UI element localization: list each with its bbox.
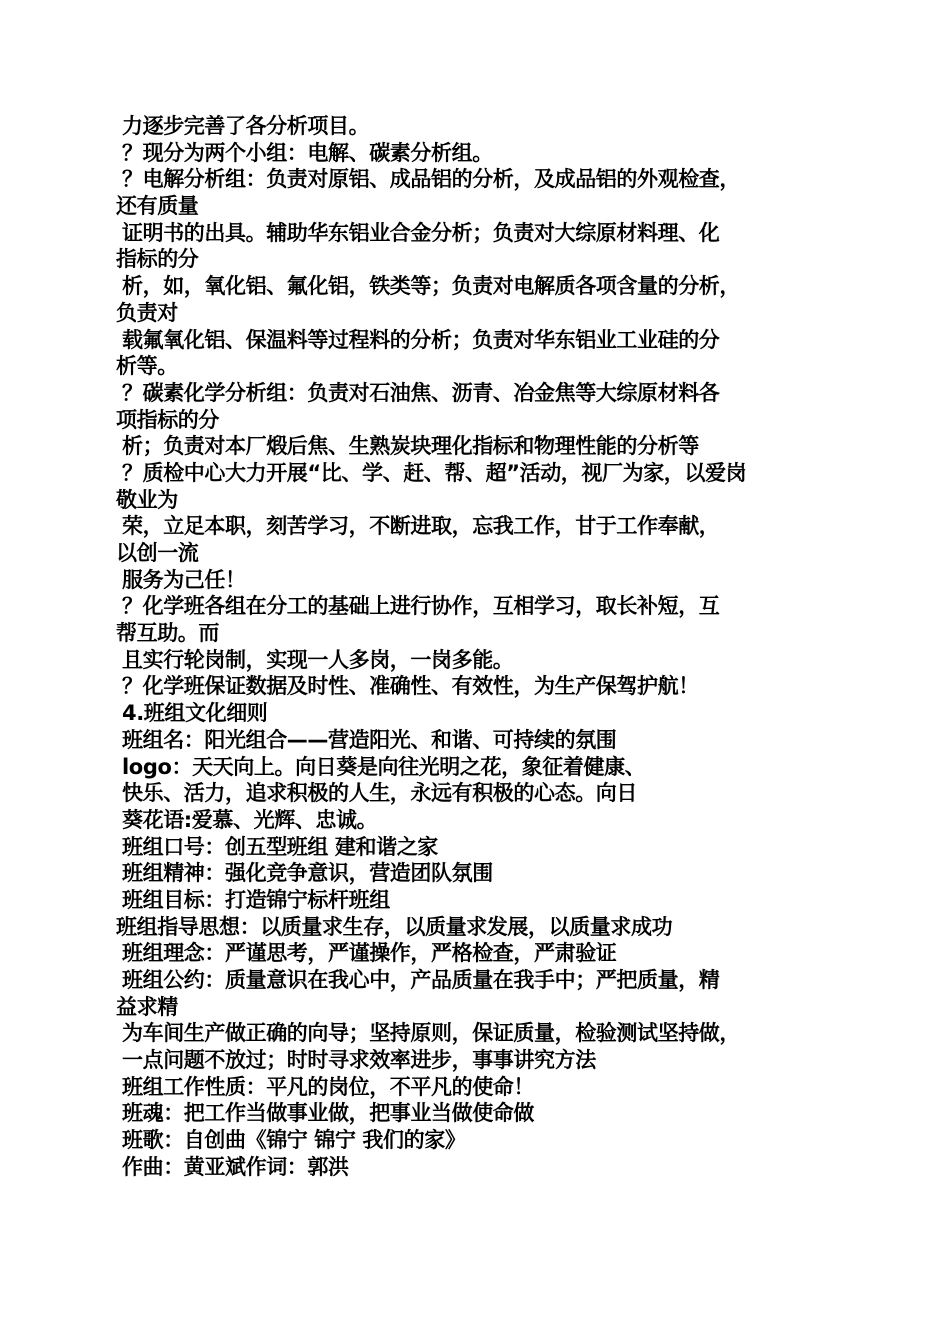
text-line: logo：天天向上。向日葵是向往光明之花，象征着健康、 bbox=[122, 754, 646, 779]
text-line: 证明书的出具。辅助华东铝业合金分析；负责对大综原材料理、化 bbox=[122, 220, 720, 245]
text-line: 班组工作性质：平凡的岗位，不平凡的使命！ bbox=[122, 1074, 534, 1099]
text-line: 作曲：黄亚斌作词：郭洪 bbox=[122, 1154, 349, 1179]
text-line: 析，如，氧化铝、氟化铝，铁类等；负责对电解质各项含量的分析， bbox=[122, 274, 740, 299]
text-line: 敬业为 bbox=[116, 487, 178, 512]
text-line: 班组目标：打造锦宁标杆班组 bbox=[122, 887, 390, 912]
text-line: 负责对 bbox=[116, 300, 178, 325]
text-line: ？现分为两个小组：电解、碳素分析组。 bbox=[122, 140, 493, 165]
text-line: 以创一流 bbox=[116, 541, 199, 565]
text-line: 班魂：把工作当做事业做，把事业当做使命做 bbox=[122, 1101, 534, 1126]
text-line: 力逐步完善了各分析项目。 bbox=[122, 114, 370, 138]
text-line: 载氟氧化铝、保温料等过程料的分析；负责对华东铝业工业硅的分 bbox=[122, 327, 720, 352]
document-page bbox=[116, 113, 836, 1181]
text-line: 析；负责对本厂煅后焦、生熟炭块理化指标和物理性能的分析等 bbox=[122, 434, 699, 459]
text-line: 班组公约：质量意识在我心中，产品质量在我手中；严把质量，精 bbox=[122, 968, 720, 992]
text-line: 一点问题不放过；时时寻求效率进步，事事讲究方法 bbox=[122, 1048, 596, 1073]
text-line: 析等。 bbox=[116, 354, 178, 379]
text-line: 班组理念：严谨思考，严谨操作，严格检查，严肃验证 bbox=[122, 941, 617, 966]
section-heading: 4.班组文化细则 bbox=[122, 701, 268, 726]
text-line: ？电解分析组：负责对原铝、成品铝的分析，及成品铝的外观检查， bbox=[122, 167, 740, 192]
text-line: 班组精神：强化竞争意识，营造团队氛围 bbox=[122, 861, 493, 886]
text-line: 服务为己任！ bbox=[122, 567, 246, 592]
text-line: ？化学班保证数据及时性、准确性、有效性，为生产保驾护航！ bbox=[122, 674, 699, 699]
text-line: 指标的分 bbox=[116, 247, 199, 272]
text-line: 项指标的分 bbox=[116, 407, 219, 432]
text-line: 益求精 bbox=[116, 994, 178, 1019]
text-line: 且实行轮岗制，实现一人多岗，一岗多能。 bbox=[122, 647, 514, 672]
text-line: 班歌：自创曲《锦宁 锦宁 我们的家》 bbox=[122, 1128, 466, 1153]
text-line: 班组口号：创五型班组 建和谐之家 bbox=[122, 834, 438, 859]
text-line: 班组名：阳光组合——营造阳光、和谐、可持续的氛围 bbox=[122, 727, 617, 752]
text-line: 班组指导思想：以质量求生存，以质量求发展，以质量求成功 bbox=[116, 914, 673, 939]
text-line: 帮互助。而 bbox=[116, 621, 219, 646]
text-line: 为车间生产做正确的向导；坚持原则，保证质量，检验测试坚持做， bbox=[122, 1021, 740, 1046]
text-line: 还有质量 bbox=[116, 194, 199, 219]
text-line: ？碳素化学分析组：负责对石油焦、沥青、冶金焦等大综原材料各 bbox=[122, 380, 720, 405]
text-line: 葵花语:爱慕、光辉、忠诚。 bbox=[122, 807, 378, 832]
text-line: ？化学班各组在分工的基础上进行协作，互相学习，取长补短，互 bbox=[122, 594, 720, 619]
text-line: 荣，立足本职，刻苦学习，不断进取，忘我工作，甘于工作奉献， bbox=[122, 514, 720, 539]
text-line: 快乐、活力，追求积极的人生，永远有积极的心态。向日 bbox=[122, 781, 637, 806]
text-line: ？质检中心大力开展“比、学、赶、帮、超”活动，视厂为家，以爱岗 bbox=[122, 460, 747, 485]
